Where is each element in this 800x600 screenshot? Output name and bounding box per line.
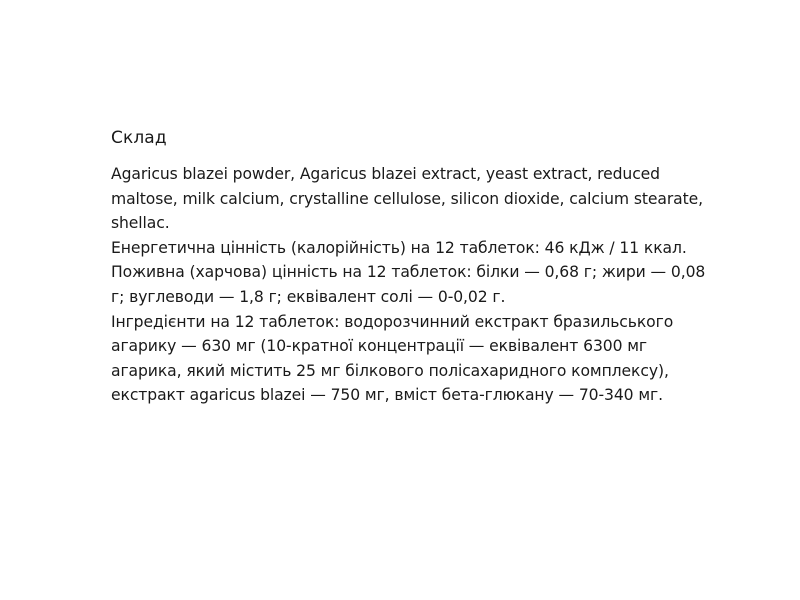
composition-title: Склад: [111, 128, 167, 148]
ingredients-list: Agaricus blazei powder, Agaricus blazei extract, yeast extract, reduced maltose, milk calcium, crystalline cellulose, silicon dioxide, calcium stearate, shellac.: [111, 165, 703, 233]
energy-value: Енергетична цінність (калорійність) на 12 таблеток: 46 кДж / 11 ккал.: [111, 238, 687, 257]
ingredients-per-tablets: Інгредієнти на 12 таблеток: водорозчинний екстракт бразильського агарику — 630 мг (10-кратної концентрації — еквівалент 6300 мг агарика, який містить 25 мг білкового полісахаридного комплексу), екстракт agaricus blazei — 750 мг, вміст бета-глюкану — 70-340 мг.: [111, 312, 674, 405]
composition-section: [111, 128, 711, 408]
nutrition-value: Поживна (харчова) цінність на 12 таблеток: білки — 0,68 г; жири — 0,08 г; вуглеводи — 1,8 г; еквівалент солі — 0-0,02 г.: [111, 263, 706, 306]
